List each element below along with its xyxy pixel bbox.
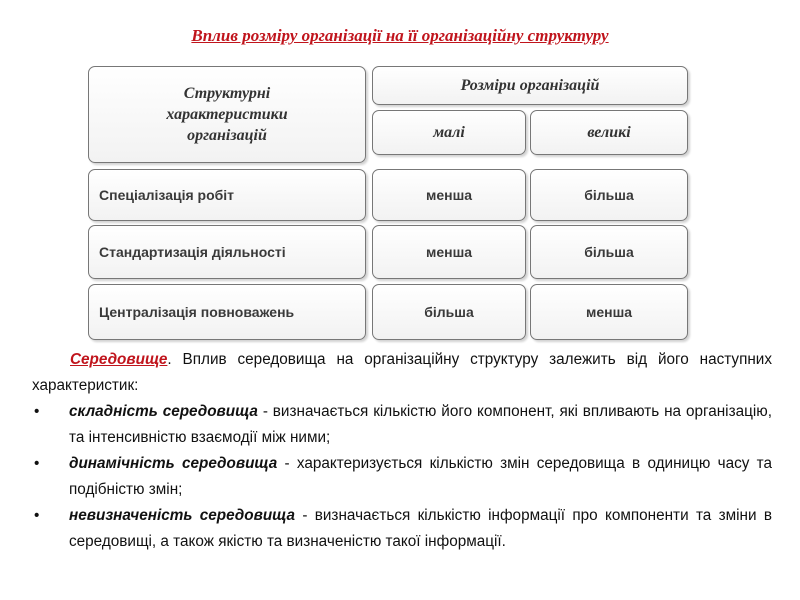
- cell-specialization-small: менша: [372, 169, 526, 221]
- header-large: великі: [530, 110, 688, 155]
- cell-centralization-large: менша: [530, 284, 688, 340]
- bullet-icon: •: [34, 403, 40, 420]
- row-label-specialization: Спеціалізація робіт: [88, 169, 366, 221]
- bullet-icon: •: [34, 455, 40, 472]
- header-line-2: характеристики: [166, 106, 288, 123]
- header-line-3: організацій: [187, 127, 267, 144]
- list-item-text: - характеризується кількістю змін середовища в одиницю часу та подібністю змін;: [69, 455, 772, 498]
- header-structural-characteristics: [88, 66, 366, 163]
- intro-rest: . Вплив середовища на організаційну структуру залежить від його наступних характеристик:: [32, 351, 772, 394]
- characteristics-list: [32, 399, 772, 555]
- list-item: [32, 503, 772, 555]
- cell-specialization-large: більша: [530, 169, 688, 221]
- intro-paragraph: [32, 347, 772, 399]
- page-title: Вплив розміру організації на її організаційну структуру: [191, 26, 609, 45]
- list-item-term: невизначеність середовища: [69, 507, 295, 524]
- list-item-term: складність середовища: [69, 403, 258, 420]
- header-line-1: Структурні: [183, 85, 271, 102]
- list-item-text: - визначається кількістю інформації про компоненти та зміни в середовищі, а також якістю та визначеністю такої інформації.: [69, 507, 773, 550]
- list-item-term: динамічність середовища: [69, 455, 278, 472]
- list-item-text: - визначається кількістю його компонент, які впливають на організацію, та інтенсивністю взаємодії між ними;: [69, 403, 772, 446]
- row-label-centralization: Централізація повноважень: [88, 284, 366, 340]
- header-org-sizes: Розміри організацій: [372, 66, 688, 105]
- environment-term: Середовище: [70, 351, 168, 368]
- list-item: [32, 451, 772, 503]
- list-item: [32, 399, 772, 451]
- cell-standardization-small: менша: [372, 225, 526, 279]
- cell-standardization-large: більша: [530, 225, 688, 279]
- cell-centralization-small: більша: [372, 284, 526, 340]
- bullet-icon: •: [34, 507, 40, 524]
- row-label-standardization: Стандартизація діяльності: [88, 225, 366, 279]
- body-text: [32, 347, 772, 555]
- header-small: малі: [372, 110, 526, 155]
